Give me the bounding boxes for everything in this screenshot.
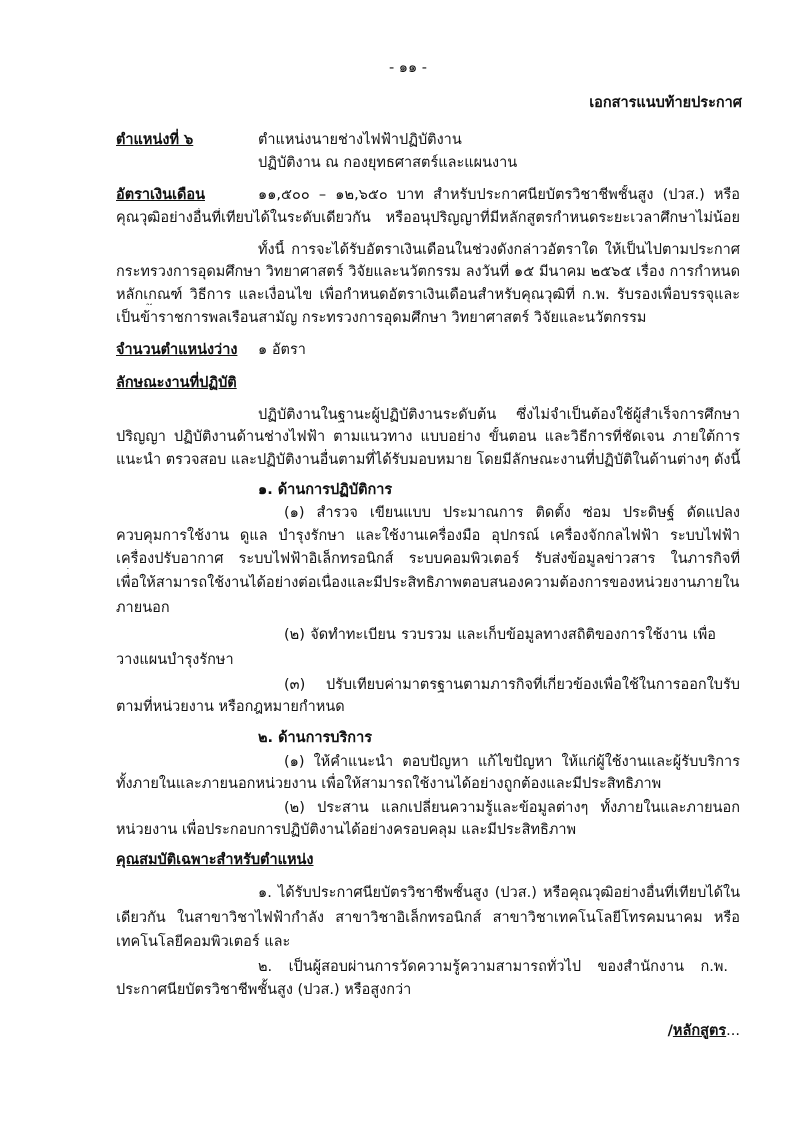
continuation-slash: /	[667, 1023, 673, 1039]
qualification-line: ๑. ได้รับประกาศนียบัตรวิชาชีพชั้นสูง (ปวส.) หรือคุณวุฒิอย่างอื่นที่เทียบได้ใน	[258, 885, 740, 901]
duties-intro-line: ปฏิบัติงานในฐานะผู้ปฏิบัติงานระดับต้น ซึ่งไม่จำเป็นต้องใช้ผู้สำเร็จการศึกษา	[258, 407, 740, 423]
operations-item-line: ตามที่หน่วยงาน หรือกฎหมายกำหนด	[116, 699, 345, 715]
duties-label: ลักษณะงานที่ปฏิบัติ	[116, 375, 237, 391]
qualification-line: ประกาศนียบัตรวิชาชีพชั้นสูง (ปวส.) หรือสูงกว่า	[116, 982, 412, 998]
salary-note-line: หลักเกณฑ์ วิธีการ และเงื่อนไข เพื่อกำหนดอัตราเงินเดือนสำหรับคุณวุฒิที่ ก.พ. รับรองเพื่อบรรจุและ	[116, 287, 740, 303]
operations-item-line: เพื่อให้สามารถใช้งานได้อย่างต่อเนื่องและมีประสิทธิภาพตอบสนองความต้องการของหน่วยงานภายใน	[116, 575, 740, 591]
document-header: เอกสารแนบท้ายประกาศ	[589, 95, 742, 111]
operations-heading: ๑. ด้านการปฏิบัติการ	[258, 482, 393, 498]
services-item-line: (๑) ให้คำแนะนำ ตอบปัญหา แก้ไขปัญหา ให้แก่ผู้ใช้งานและผู้รับบริการ	[284, 754, 740, 770]
vacancies-value: ๑ อัตรา	[258, 342, 306, 358]
services-item-line: (๒) ประสาน แลกเปลี่ยนความรู้และข้อมูลต่างๆ ทั้งภายในและภายนอก	[284, 800, 740, 816]
salary-note-line: เป็นข้าราชการพลเรือนสามัญ กระทรวงการอุดมศึกษา วิทยาศาสตร์ วิจัยและนวัตกรรม	[116, 310, 647, 326]
operations-item-line: เครื่องปรับอากาศ ระบบไฟฟ้าอิเล็กทรอนิกส์ ระบบคอมพิวเตอร์ รับส่งข้อมูลข่าวสาร ในภารกิจที่	[116, 551, 740, 567]
qualifications-label: คุณสมบัติเฉพาะสำหรับตำแหน่ง	[116, 852, 314, 868]
operations-item-line: ภายนอก	[116, 600, 170, 616]
salary-note-line: ทั้งนี้ การจะได้รับอัตราเงินเดือนในช่วงดังกล่าวอัตราใด ให้เป็นไปตามประกาศ	[258, 242, 740, 258]
continuation-ellipsis: ...	[726, 1023, 740, 1039]
position-label: ตำแหน่งที่ ๖	[116, 132, 194, 148]
position-title: ตำแหน่งนายช่างไฟฟ้าปฏิบัติงาน	[258, 132, 462, 148]
operations-item-line: (๑) สำรวจ เขียนแบบ ประมาณการ ติดตั้ง ซ่อม ประดิษฐ์ ดัดแปลง	[284, 505, 740, 521]
operations-item-line: (๒) จัดทำทะเบียน รวบรวม และเก็บข้อมูลทางสถิติของการใช้งาน เพื่อ	[284, 627, 716, 643]
duties-intro-line: ปริญญา ปฏิบัติงานด้านช่างไฟฟ้า ตามแนวทาง แบบอย่าง ขั้นตอน และวิธีการที่ชัดเจน ภายใต้การ	[116, 429, 740, 445]
continuation-word: หลักสูตร	[672, 1023, 727, 1039]
services-item-line: หน่วยงาน เพื่อประกอบการปฏิบัติงานได้อย่างครอบคลุม และมีประสิทธิภาพ	[116, 822, 577, 838]
qualification-line: เทคโนโลยีคอมพิวเตอร์ และ	[116, 934, 291, 950]
qualification-line: เดียวกัน ในสาขาวิชาไฟฟ้ากำลัง สาขาวิชาอิเล็กทรอนิกส์ สาขาวิชาเทคโนโลยีโทรคมนาคม หรือ	[116, 910, 740, 926]
continuation-marker	[668, 1021, 740, 1041]
salary-line: ๑๑,๕๐๐ – ๑๒,๖๕๐ บาท สำหรับประกาศนียบัตรวิชาชีพชั้นสูง (ปวส.) หรือ	[258, 187, 740, 203]
operations-item-line: วางแผนบำรุงรักษา	[116, 652, 234, 668]
position-location: ปฏิบัติงาน ณ กองยุทธศาสตร์และแผนงาน	[258, 155, 518, 171]
duties-intro-line: แนะนำ ตรวจสอบ และปฏิบัติงานอื่นตามที่ได้รับมอบหมาย โดยมีลักษณะงานที่ปฏิบัติในด้านต่างๆ ดังนี้	[116, 452, 741, 468]
salary-line: คุณวุฒิอย่างอื่นที่เทียบได้ในระดับเดียวกัน หรืออนุปริญญาที่มีหลักสูตรกำหนดระยะเวลาศึกษาไม่น้อย	[116, 210, 740, 226]
services-heading: ๒. ด้านการบริการ	[258, 730, 372, 746]
vacancies-label: จำนวนตำแหน่งว่าง	[116, 342, 238, 358]
salary-note-line: กระทรวงการอุดมศึกษา วิทยาศาสตร์ วิจัยและนวัตกรรม ลงวันที่ ๑๕ มีนาคม ๒๕๖๕ เรื่อง การกำหนด	[116, 264, 740, 280]
operations-item-line: (๓) ปรับเทียบค่ามาตรฐานตามภารกิจที่เกี่ยวข้องเพื่อใช้ในการออกใบรับ	[284, 677, 740, 693]
salary-label: อัตราเงินเดือน	[116, 187, 205, 203]
qualification-line: ๒. เป็นผู้สอบผ่านการวัดความรู้ความสามารถทั่วไป ของสำนักงาน ก.พ.	[258, 959, 728, 975]
operations-item-line: ควบคุมการใช้งาน ดูแล บำรุงรักษา และใช้งานเครื่องมือ อุปกรณ์ เครื่องจักกลไฟฟ้า ระบบไฟฟ้า	[116, 528, 740, 544]
services-item-line: ทั้งภายในและภายนอกหน่วยงาน เพื่อให้สามารถใช้งานได้อย่างถูกต้องและมีประสิทธิภาพ	[116, 776, 662, 792]
page-number: - ๑๑ -	[388, 60, 428, 76]
